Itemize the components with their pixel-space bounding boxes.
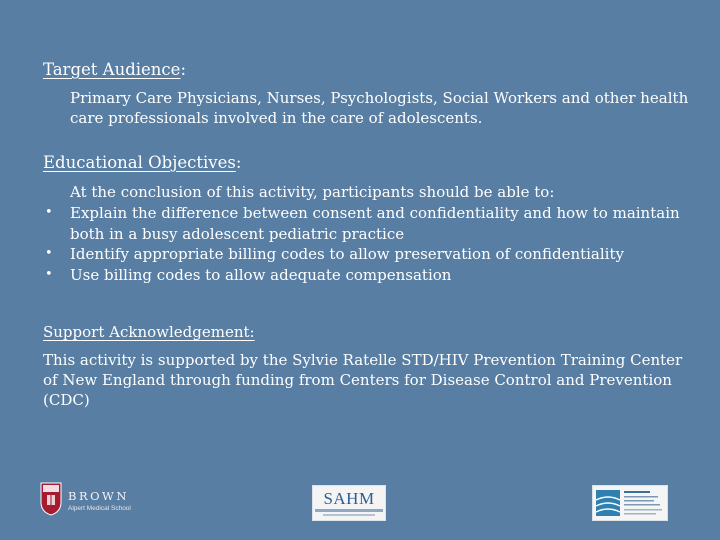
target-audience-heading [43,60,186,80]
brown-logo-subtitle: Alpert Medical School [68,505,131,512]
sahm-logo-tagline-bar [315,509,383,512]
objective-text: Identify appropriate billing codes to allow preservation of confidentiality [70,245,624,263]
objectives-intro: At the conclusion of this activity, participants should be able to: [70,183,555,201]
objective-item [43,265,693,286]
brown-logo [40,482,150,522]
std-center-emblem-icon [593,486,667,520]
brown-shield-icon [40,482,62,516]
objective-item [43,244,693,265]
brown-logo-name: BROWN [68,489,129,503]
bullet-icon: • [45,246,53,261]
sahm-logo-name: SAHM [323,489,375,508]
objective-text: Use billing codes to allow adequate compensation [70,265,452,284]
sahm-logo [312,485,386,521]
educational-objectives-heading-text: Educational Objectives [43,153,236,172]
target-audience-colon: : [180,60,186,79]
educational-objectives-colon: : [235,153,242,172]
std-prevention-center-logo [592,485,668,521]
support-acknowledgement-text: This activity is supported by the Sylvie Ratelle STD/HIV Prevention Training Center of New England through funding from Centers for Disease Control and Prevention (CDC) [43,351,683,409]
objectives-list [43,203,693,285]
support-acknowledgement-heading: Support Acknowledgement: [43,323,255,341]
educational-objectives-heading [43,153,241,173]
objective-text: Explain the difference between consent and confidentiality and how to maintain both in a busy adolescent pediatric practice [70,204,680,243]
sahm-logo-subline-bar [323,514,375,516]
bullet-icon: • [45,205,53,220]
target-audience-heading-text: Target Audience [43,60,181,79]
target-audience-text: Primary Care Physicians, Nurses, Psychologists, Social Workers and other health care professionals involved in the care of adolescents. [70,89,689,127]
objective-item [43,203,693,244]
bullet-icon: • [45,266,53,282]
